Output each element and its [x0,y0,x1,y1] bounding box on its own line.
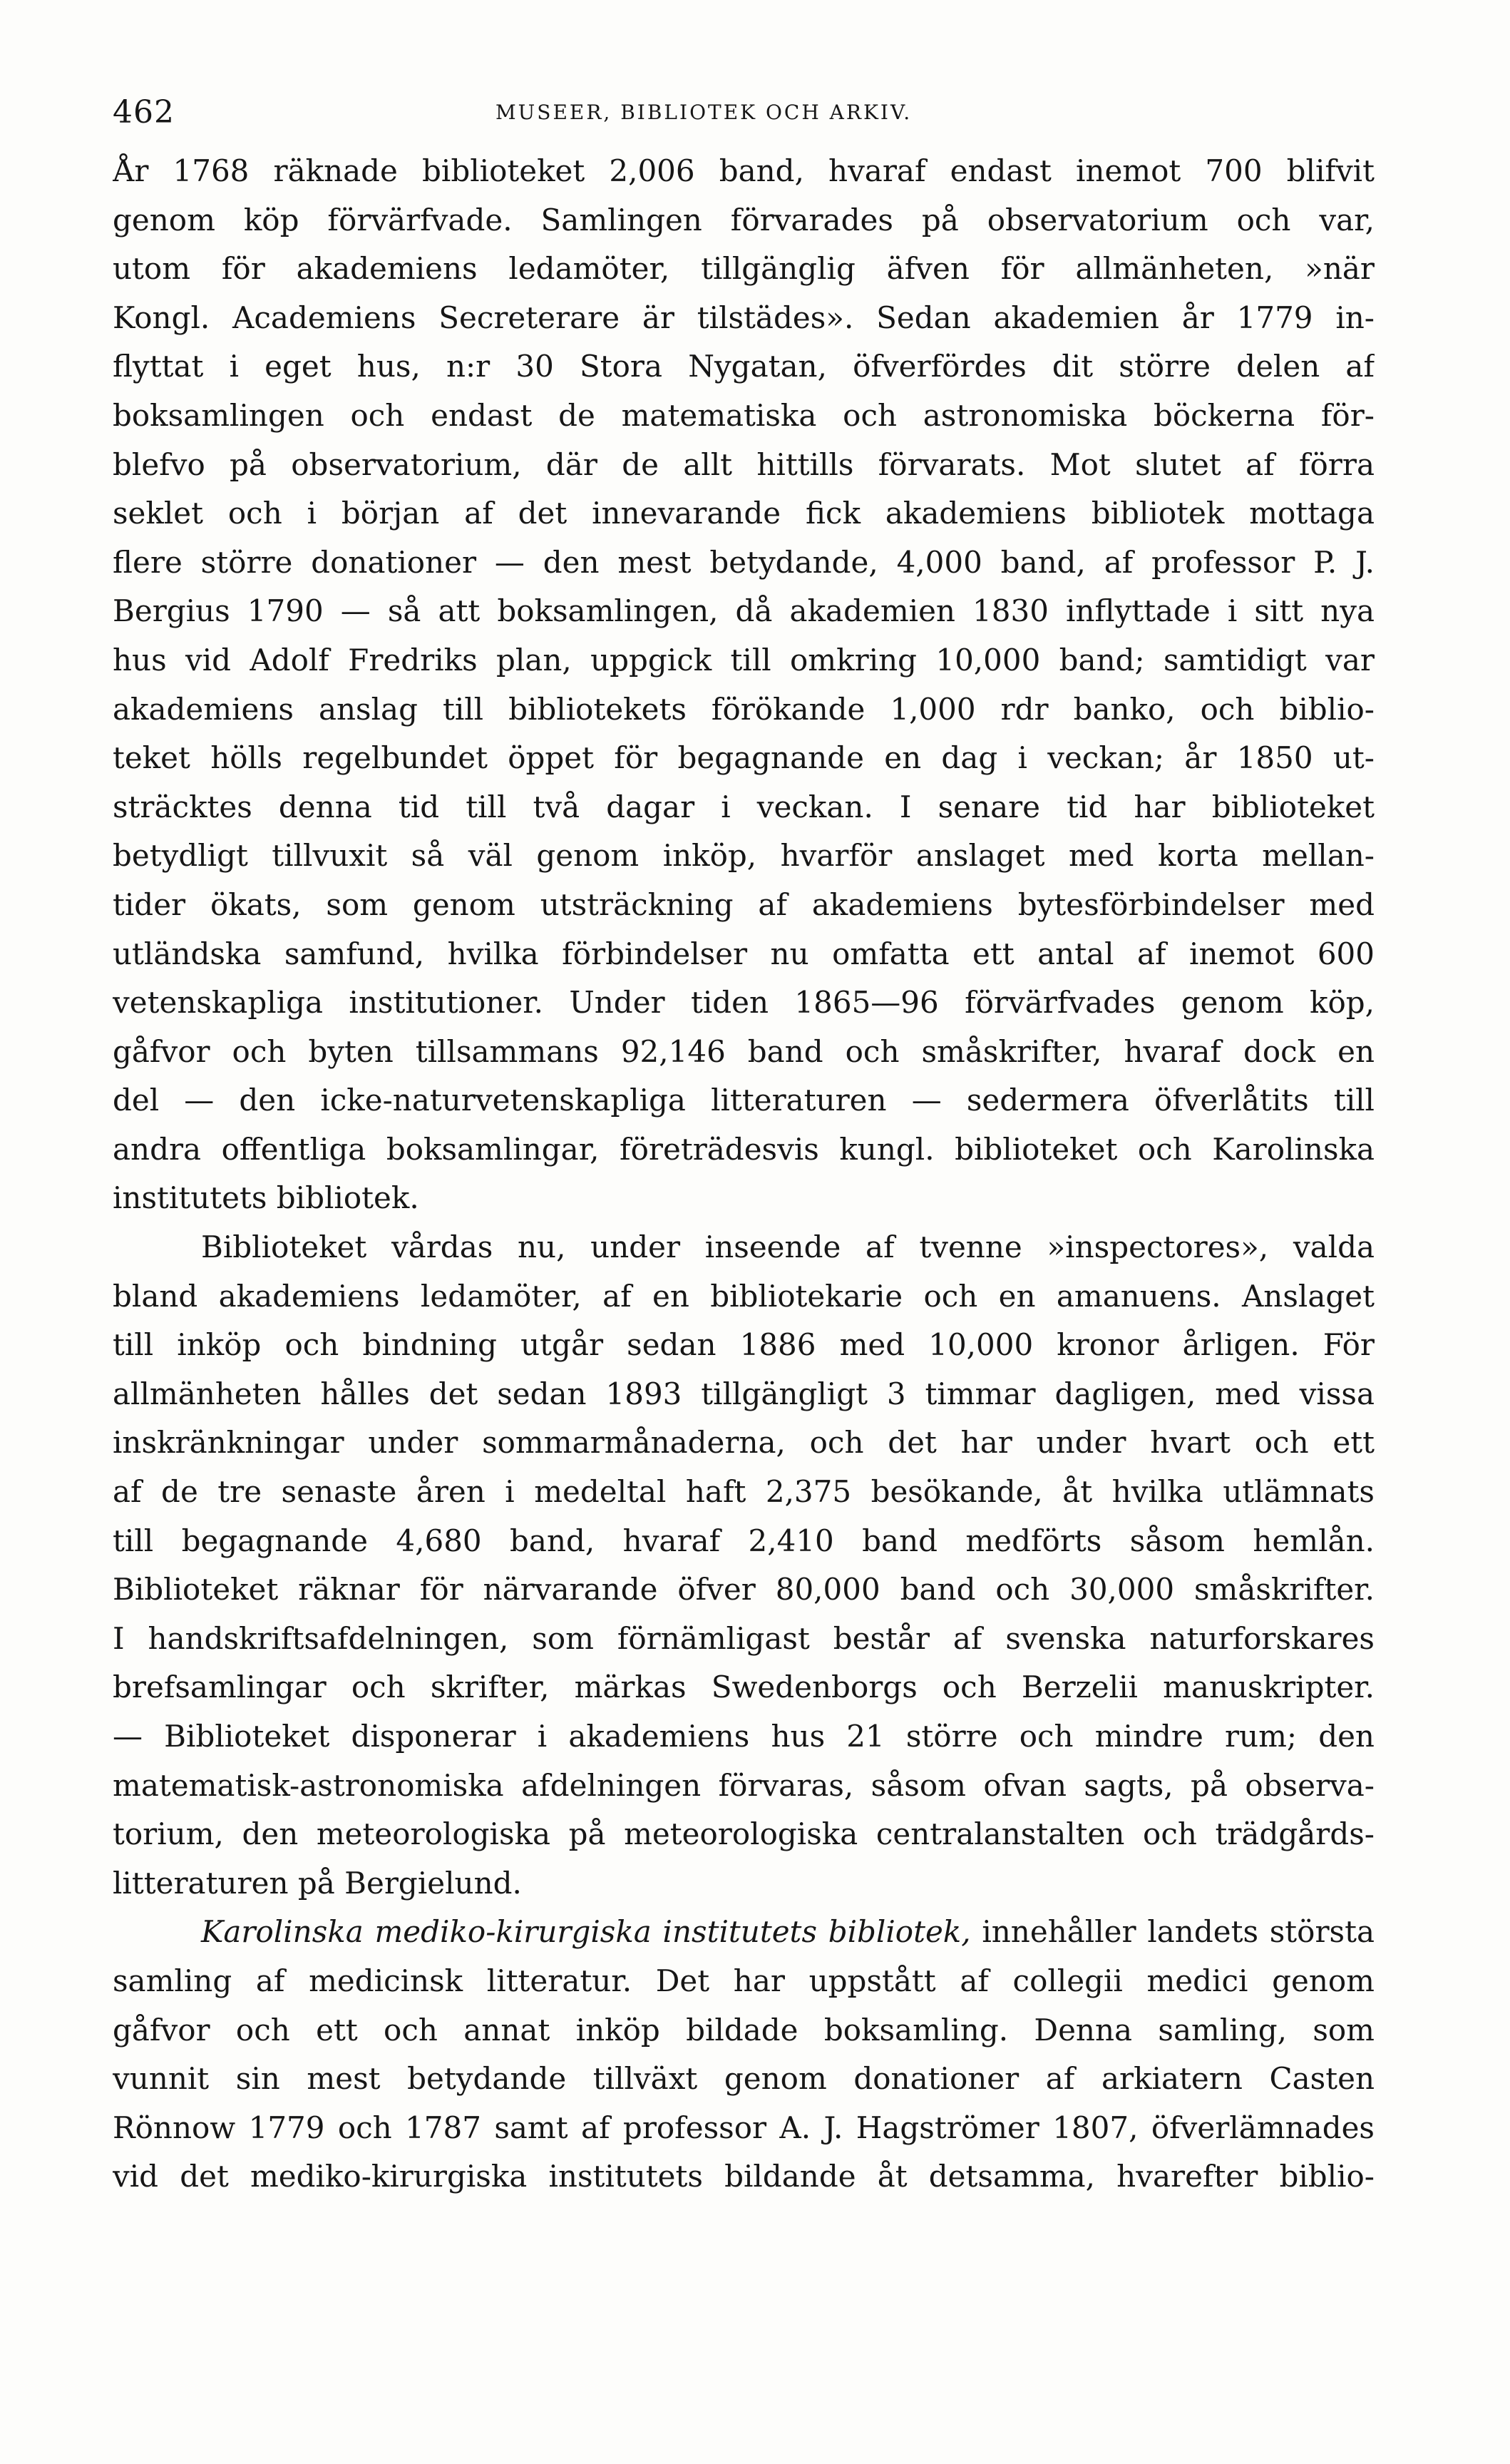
text-line: af de tre senaste åren i medeltal haft 2,375 besökande, åt hvilka utlämnats [113,1474,1375,1510]
text-line: samling af medicinsk litteratur. Det har uppstått af collegii medici genom [113,1963,1375,1998]
section-title-italic: Karolinska mediko-kirurgiska institutets bibliotek, [201,1914,971,1950]
text-line: andra offentliga boksamlingar, företrädesvis kungl. biblioteket och Karolinska [113,1131,1375,1167]
text-line: institutets bibliotek. [113,1180,419,1216]
text-span: innehåller landets största [970,1914,1375,1950]
text-line: akademiens anslag till bibliotekets förökande 1,000 rdr banko, och biblio- [113,691,1375,727]
text-line: seklet och i början af det innevarande fick akademiens bibliotek mottaga [113,496,1375,531]
text-line: gåfvor och ett och annat inköp bildade boksamling. Denna samling, som [113,2012,1375,2048]
text-line: utländska samfund, hvilka förbindelser nu omfatta ett antal af inemot 600 [113,936,1375,971]
text-line: bland akademiens ledamöter, af en bibliotekarie och en amanuens. Anslaget [113,1278,1375,1314]
text-line: boksamlingen och endast de matematiska och astronomiska böckerna för- [113,397,1375,433]
text-line: Biblioteket vårdas nu, under inseende af tvenne »inspectores», valda [201,1230,1375,1265]
text-line: blefvo på observatorium, där de allt hittills förvarats. Mot slutet af förra [113,446,1375,482]
text-line: Bergius 1790 — så att boksamlingen, då akademien 1830 inflyttade i sitt nya [113,593,1375,629]
text-line: teket hölls regelbundet öppet för begagnande en dag i veckan; år 1850 ut- [113,740,1375,776]
text-line: inskränkningar under sommarmånaderna, och det har under hvart och ett [113,1425,1375,1461]
page-header [113,91,1375,134]
running-title: MUSEER, BIBLIOTEK OCH ARKIV. [495,101,913,124]
text-line: allmänheten hålles det sedan 1893 tillgängligt 3 timmar dagligen, med vissa [113,1376,1375,1411]
text-line: del — den icke-naturvetenskapliga litteraturen — sedermera öfverlåtits till [113,1083,1375,1118]
text-line: vetenskapliga institutioner. Under tiden 1865—96 förvärfvades genom köp, [113,985,1375,1021]
text-line: matematisk-astronomiska afdelningen förvaras, såsom ofvan sagts, på observa- [113,1767,1375,1803]
text-line: vunnit sin mest betydande tillväxt genom donationer af arkiatern Casten [113,2061,1375,2097]
text-line: År 1768 räknade biblioteket 2,006 band, hvaraf endast inemot 700 blifvit [113,153,1375,188]
text-line: gåfvor och byten tillsammans 92,146 band och småskrifter, hvaraf dock en [113,1033,1375,1069]
text-line: litteraturen på Bergielund. [113,1865,522,1901]
text-line: flyttat i eget hus, n:r 30 Stora Nygatan, öfverfördes dit större delen af [113,349,1375,384]
text-line: torium, den meteorologiska på meteorologiska centralanstalten och trädgårds- [113,1816,1375,1852]
text-line: brefsamlingar och skrifter, märkas Swedenborgs och Berzelii manuskripter. [113,1670,1375,1705]
text-line: I handskriftsafdelningen, som förnämligast består af svenska naturforskares [113,1620,1375,1656]
text-line: vid det mediko-kirurgiska institutets bildande åt detsamma, hvarefter biblio- [113,2159,1375,2194]
text-line: sträcktes denna tid till två dagar i veckan. I senare tid har biblioteket [113,789,1375,824]
body-text [113,147,1375,2202]
text-line: utom för akademiens ledamöter, tillgänglig äfven för allmänheten, »när [113,251,1375,287]
text-line: tider ökats, som genom utsträckning af akademiens bytesförbindelser med [113,886,1375,922]
text-line: till begagnande 4,680 band, hvaraf 2,410 band medförts såsom hemlån. [113,1523,1375,1558]
text-line: hus vid Adolf Fredriks plan, uppgick till omkring 10,000 band; samtidigt var [113,642,1375,678]
text-line: flere större donationer — den mest betydande, 4,000 band, af professor P. J. [113,544,1375,580]
text-line: Biblioteket räknar för närvarande öfver 80,000 band och 30,000 småskrifter. [113,1572,1375,1607]
text-line [113,1908,1375,1957]
text-line: genom köp förvärfvade. Samlingen förvarades på observatorium och var, [113,202,1375,237]
text-line: till inköp och bindning utgår sedan 1886 med 10,000 kronor årligen. För [113,1327,1375,1363]
text-line: betydligt tillvuxit så väl genom inköp, hvarför anslaget med korta mellan- [113,838,1375,874]
text-line: Kongl. Academiens Secreterare är tilstädes». Sedan akademien år 1779 in- [113,300,1375,335]
text-line: Rönnow 1779 och 1787 samt af professor A. J. Hagströmer 1807, öfverlämnades [113,2110,1375,2145]
page-number: 462 [113,94,175,131]
text-line: — Biblioteket disponerar i akademiens hus 21 större och mindre rum; den [113,1719,1375,1754]
